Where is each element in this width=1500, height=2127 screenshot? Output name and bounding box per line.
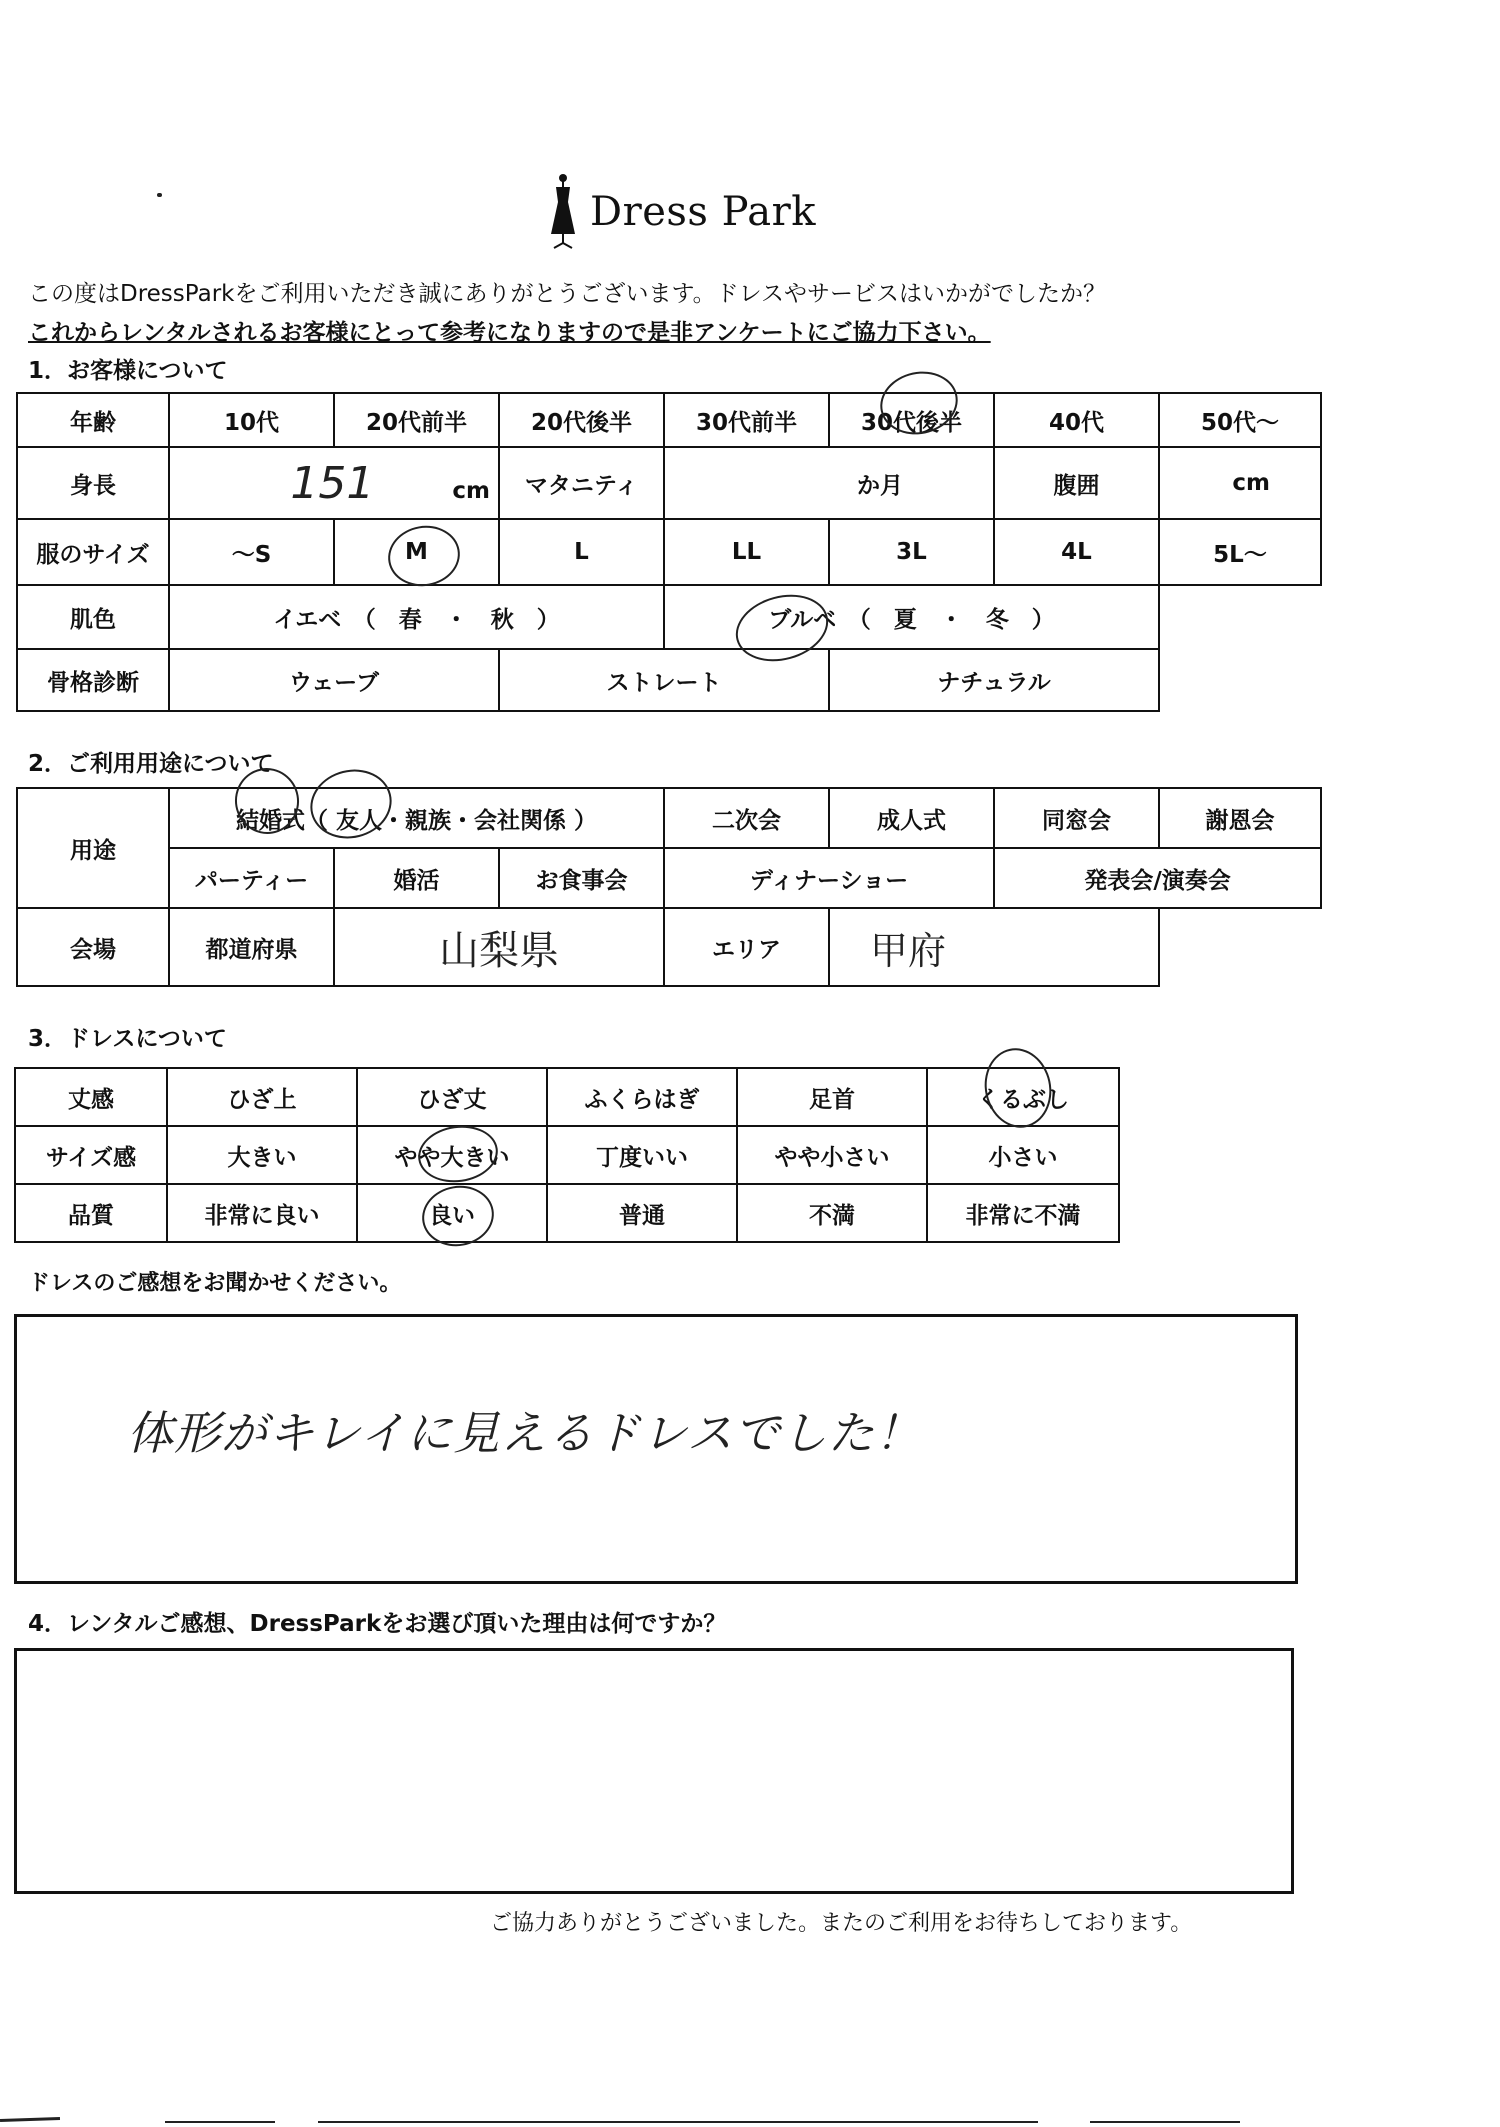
venue-label: 会場 [17,908,169,986]
dress-quality-option[interactable]: 不満 [737,1184,927,1242]
skin-row [17,585,1321,649]
area-value: 甲府 [870,928,947,973]
skin-yellow-base[interactable]: イエベ （ 春 ・ 秋 ） [169,585,664,649]
body-type-option[interactable]: ウェーブ [169,649,499,711]
body-type-option[interactable]: ナチュラル [829,649,1159,711]
height-row [17,447,1321,519]
size-option[interactable]: 5L～ [1159,519,1321,585]
size-option[interactable]: 3L [829,519,994,585]
footer-thanks: ご協力ありがとうございました。またのご利用をお待ちしております。 [490,1911,1193,1936]
impression-text: 体形がキレイに見えるドレスでした！ [127,1406,922,1460]
scan-edge-line [0,2117,60,2122]
scan-edge-line [318,2121,1038,2123]
usage-option[interactable]: 二次会 [664,788,829,848]
usage-table [16,787,1322,987]
age-option[interactable]: 40代 [994,393,1159,447]
age-option[interactable]: 10代 [169,393,334,447]
prefecture-field[interactable] [334,908,664,986]
impression-box[interactable] [14,1314,1298,1584]
body-type-label: 骨格診断 [17,649,169,711]
dress-length-option[interactable]: ふくらはぎ [547,1068,737,1126]
size-row [17,519,1321,585]
scan-speck [157,193,162,197]
usage-wedding[interactable]: 結婚式（ 友人・親族・会社関係 ） [169,788,664,848]
reason-box[interactable] [14,1648,1294,1894]
usage-row-1 [17,788,1321,848]
usage-label: 用途 [17,788,169,908]
dress-size-option[interactable]: やや小さい [737,1126,927,1184]
maternity-label: マタニティ [499,447,664,519]
dress-quality-label: 品質 [15,1184,167,1242]
dress-length-row [15,1068,1119,1126]
dress-size-option[interactable]: 丁度いい [547,1126,737,1184]
dress-length-option[interactable]: 足首 [737,1068,927,1126]
waist-field[interactable] [1159,447,1321,519]
venue-row [17,908,1321,986]
usage-option[interactable]: パーティー [169,848,334,908]
brand-name: Dress Park [590,189,816,235]
waist-unit: cm [1232,470,1270,496]
body-type-row [17,649,1321,711]
brand-logo [548,172,816,252]
section-2-title: 2．ご利用用途について [28,751,274,777]
age-label: 年齢 [17,393,169,447]
dress-length-option-selected[interactable]: くるぶし [927,1068,1119,1126]
dress-quality-option[interactable]: 非常に良い [167,1184,357,1242]
dress-quality-option-selected[interactable]: 良い [357,1184,547,1242]
area-label: エリア [664,908,829,986]
area-field[interactable] [829,908,1159,986]
maternity-months-field[interactable] [664,447,994,519]
size-option[interactable]: ～S [169,519,334,585]
usage-option[interactable]: 発表会/演奏会 [994,848,1321,908]
usage-option[interactable]: 謝恩会 [1159,788,1321,848]
age-option[interactable]: 20代後半 [499,393,664,447]
months-unit: か月 [857,472,903,499]
age-option-selected[interactable]: 30代後半 [829,393,994,447]
usage-option[interactable]: 婚活 [334,848,499,908]
dress-table [14,1067,1120,1243]
section-3-title: 3．ドレスについて [28,1026,227,1052]
age-option[interactable]: 30代前半 [664,393,829,447]
intro-line-1: この度はDressParkをご利用いただき誠にありがとうございます。ドレスやサービスはいかがでしたか？ [28,281,1106,307]
dress-icon [548,172,578,252]
dress-length-option[interactable]: ひざ丈 [357,1068,547,1126]
height-value: 151 [290,457,375,509]
usage-option[interactable]: お食事会 [499,848,664,908]
usage-option[interactable]: 同窓会 [994,788,1159,848]
prefecture-value: 山梨県 [439,927,559,974]
prefecture-label: 都道府県 [169,908,334,986]
skin-label: 肌色 [17,585,169,649]
height-label: 身長 [17,447,169,519]
scan-edge-line [165,2121,275,2123]
dress-size-row [15,1126,1119,1184]
body-type-option[interactable]: ストレート [499,649,829,711]
usage-row-2 [17,848,1321,908]
usage-option[interactable]: ディナーショー [664,848,994,908]
dress-length-option[interactable]: ひざ上 [167,1068,357,1126]
intro-line-2: これからレンタルされるお客様にとって参考になりますので是非アンケートにご協力下さい。 [28,320,991,346]
usage-option[interactable]: 成人式 [829,788,994,848]
impression-prompt: ドレスのご感想をお聞かせください。 [28,1271,402,1296]
dress-quality-option[interactable]: 非常に不満 [927,1184,1119,1242]
dress-size-option-selected[interactable]: やや大きい [357,1126,547,1184]
age-option[interactable]: 50代～ [1159,393,1321,447]
dress-quality-option[interactable]: 普通 [547,1184,737,1242]
dress-size-label: サイズ感 [15,1126,167,1184]
dress-size-option[interactable]: 大きい [167,1126,357,1184]
size-option-selected[interactable]: M [334,519,499,585]
scan-edge-line [1090,2121,1240,2123]
size-option[interactable]: 4L [994,519,1159,585]
size-option[interactable]: L [499,519,664,585]
size-label: 服のサイズ [17,519,169,585]
dress-quality-row [15,1184,1119,1242]
height-unit: cm [452,477,490,504]
dress-length-label: 丈感 [15,1068,167,1126]
customer-info-table [16,392,1322,712]
size-option[interactable]: LL [664,519,829,585]
waist-label: 腹囲 [994,447,1159,519]
age-row [17,393,1321,447]
section-4-title: 4．レンタルご感想、DressParkをお選び頂いた理由は何ですか？ [28,1611,727,1637]
skin-blue-base[interactable]: ブルベ （ 夏 ・ 冬 ） [664,585,1159,649]
dress-size-option[interactable]: 小さい [927,1126,1119,1184]
height-field[interactable] [169,447,499,519]
age-option[interactable]: 20代前半 [334,393,499,447]
section-1-title: 1．お客様について [28,358,228,384]
